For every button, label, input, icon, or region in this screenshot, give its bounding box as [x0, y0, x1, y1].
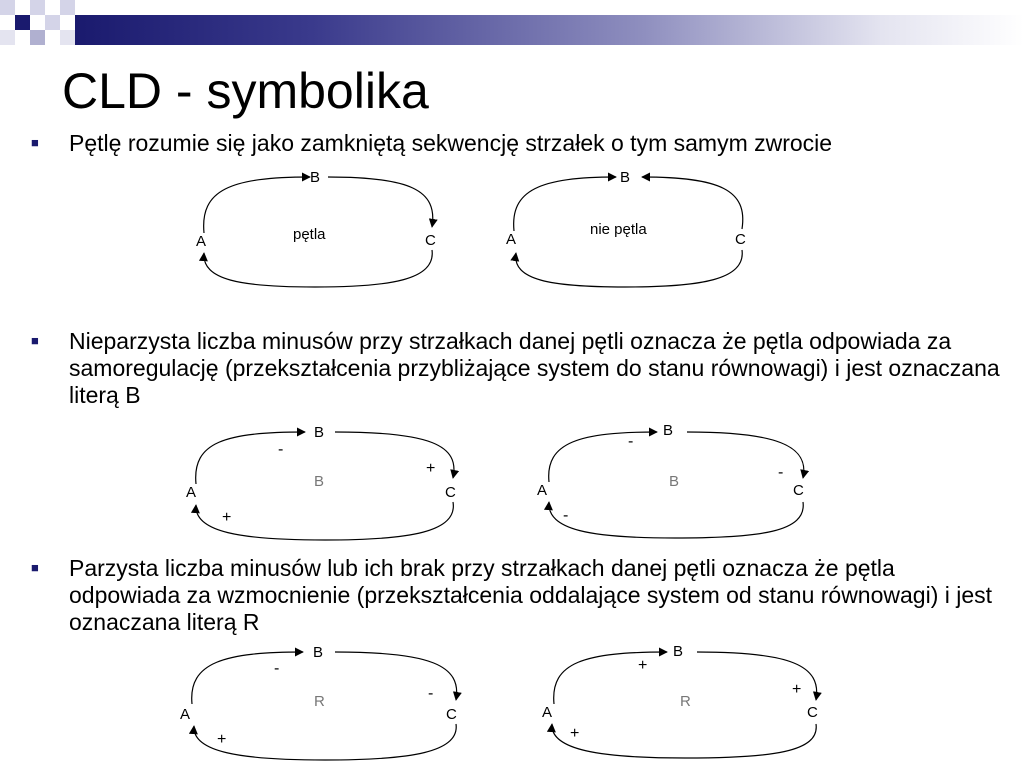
arrow-a-to-b: [554, 652, 667, 704]
sign-top: +: [638, 657, 648, 674]
deco-square-4: [60, 0, 75, 15]
node-b: B: [310, 169, 321, 186]
node-a: A: [186, 484, 197, 501]
arrow-c-to-a: [552, 724, 816, 758]
arrow-a-to-b: [192, 652, 303, 704]
arrow-c-to-a: [204, 250, 432, 287]
bullet-text-1: Pętlę rozumie się jako zamkniętą sekwencję strzałek o tym samym zwrocie: [69, 130, 833, 156]
bullet-marker-1: ■: [31, 135, 39, 150]
arrow-a-to-b: [204, 177, 310, 233]
sign-bottom: +: [217, 731, 227, 748]
sign-right: +: [792, 681, 802, 698]
loop-type-label: R: [314, 693, 325, 710]
bullet-marker-2: ■: [31, 333, 39, 348]
node-a: A: [506, 231, 517, 248]
node-a: A: [180, 706, 191, 723]
node-c: C: [735, 231, 746, 248]
sign-top: -: [274, 660, 280, 677]
node-b: B: [673, 643, 684, 660]
arrow-c-to-a: [196, 502, 453, 540]
node-b: B: [314, 424, 325, 441]
deco-square-6: [30, 30, 45, 45]
bullet-text-3: Parzysta liczba minusów lub ich brak przy strzałkach danej pętli oznacza że pętla odpowiada za wzmocnienie (przekształcenia oddalające system od stanu równowagi) i jest oznaczana literą R: [69, 555, 993, 635]
deco-square-1: [0, 0, 15, 15]
node-b: B: [663, 422, 674, 439]
sign-right: -: [428, 685, 434, 702]
node-c: C: [807, 704, 818, 721]
diagram-reinforcing-1: [180, 640, 470, 768]
node-c: C: [445, 484, 456, 501]
slide-title: CLD - symbolika: [62, 63, 429, 119]
node-a: A: [196, 233, 207, 250]
arrow-a-to-b: [196, 432, 305, 484]
deco-square-5: [45, 15, 60, 30]
arrow-b-to-c: [335, 652, 457, 700]
not-loop-label: nie pętla: [590, 221, 647, 238]
node-c: C: [793, 482, 804, 499]
bullet-marker-3: ■: [31, 560, 39, 575]
diagram-reinforcing-2: [540, 640, 830, 768]
sign-top: -: [628, 433, 634, 450]
diagram-not-loop: [500, 165, 760, 295]
node-c: C: [446, 706, 457, 723]
arrow-a-to-b: [549, 432, 657, 482]
arrow-c-to-a: [516, 250, 743, 287]
loop-type-label: B: [669, 473, 680, 490]
node-c: C: [425, 232, 436, 249]
arrow-b-to-c: [335, 432, 454, 478]
bullet-text-2: Nieparzysta liczba minusów przy strzałkach danej pętli oznacza że pętla odpowiada za samoregulację (przekształcenia przybliżające system do stanu równowagi) i jest oznaczana literą B: [69, 328, 1000, 408]
sign-bottom: -: [563, 507, 569, 524]
arrow-c-to-a: [549, 502, 803, 538]
arrow-b-to-c: [687, 432, 804, 478]
loop-label: pętla: [293, 226, 326, 243]
title-gradient-bar: [75, 15, 1024, 45]
deco-square-7: [0, 30, 15, 45]
deco-square-3: [30, 0, 45, 15]
diagram-loop: [190, 165, 450, 295]
loop-type-label: B: [314, 473, 325, 490]
arrow-b-to-c: [328, 177, 433, 227]
node-a: A: [542, 704, 553, 721]
node-b: B: [620, 169, 631, 186]
sign-bottom: +: [570, 725, 580, 742]
diagram-balancing-2: [535, 420, 825, 550]
loop-type-label: R: [680, 693, 691, 710]
deco-square-2: [15, 15, 30, 30]
sign-right: -: [778, 464, 784, 481]
arrow-c-to-b: [642, 177, 743, 229]
node-b: B: [313, 644, 324, 661]
sign-right: +: [426, 460, 436, 477]
deco-square-8: [60, 30, 75, 45]
node-a: A: [537, 482, 548, 499]
diagram-balancing-1: [180, 420, 470, 550]
sign-bottom: +: [222, 509, 232, 526]
arrow-c-to-a: [194, 724, 456, 760]
sign-top: -: [278, 441, 284, 458]
